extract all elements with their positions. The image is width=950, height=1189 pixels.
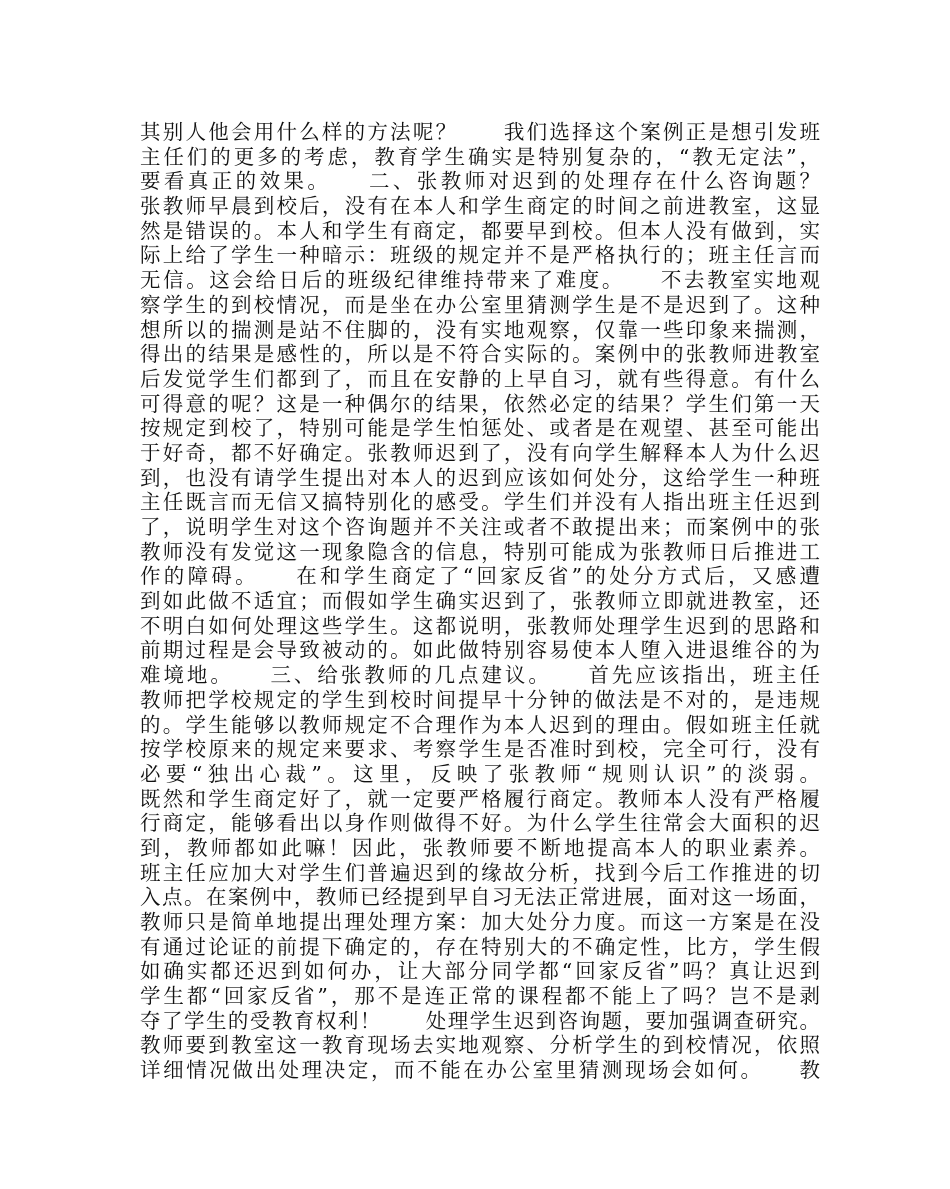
text-line: 按规定到校了，特别可能是学生怕惩处、或者是在观望、甚至可能出 xyxy=(140,416,820,441)
text-line: 到如此做不适宜；而假如学生确实迟到了，张教师立即就进教室，还 xyxy=(140,589,820,614)
text-line: 教师把学校规定的学生到校时间提早十分钟的做法是不对的，是违规 xyxy=(140,687,820,712)
text-line: 际上给了学生一种暗示：班级的规定并不是严格执行的；班主任言而 xyxy=(140,243,820,268)
text-line: 详细情况做出处理决定，而不能在办公室里猜测现场会如何。 教 xyxy=(140,1058,820,1083)
text-line: 张教师早晨到校后，没有在本人和学生商定的时间之前进教室，这显 xyxy=(140,194,820,219)
text-line: 必要“独出心裁”。这里，反映了张教师“规则认识”的淡弱。 xyxy=(140,761,820,786)
text-line: 了，说明学生对这个咨询题并不关注或者不敢提出来；而案例中的张 xyxy=(140,515,820,539)
text-line: 班主任应加大对学生们普遍迟到的缘故分析，找到今后工作推进的切 xyxy=(140,860,820,885)
text-line: 教师要到教室这一教育现场去实地观察、分析学生的到校情况，依照 xyxy=(140,1033,820,1058)
body-text xyxy=(140,120,820,1083)
text-line: 然是错误的。本人和学生有商定，都要早到校。但本人没有做到，实 xyxy=(140,218,820,243)
text-line: 按学校原来的规定来要求、考察学生是否准时到校，完全可行，没有 xyxy=(140,737,820,762)
text-line: 的。学生能够以教师规定不合理作为本人迟到的理由。假如班主任就 xyxy=(140,712,820,737)
text-line: 教师没有发觉这一现象隐含的信息，特别可能成为张教师日后推进工 xyxy=(140,539,820,564)
text-line: 于好奇，都不好确定。张教师迟到了，没有向学生解释本人为什么迟 xyxy=(140,440,820,465)
text-line: 作的障碍。 在和学生商定了“回家反省”的处分方式后，又感遭 xyxy=(140,564,820,589)
text-line: 行商定，能够看出以身作则做得不好。为什么学生往常会大面积的迟 xyxy=(140,811,820,836)
text-line: 学生都“回家反省”，那不是连正常的课程都不能上了吗？岂不是剥 xyxy=(140,984,820,1009)
text-line: 想所以的揣测是站不住脚的，没有实地观察，仅靠一些印象来揣测， xyxy=(140,317,820,342)
text-line: 有通过论证的前提下确定的，存在特别大的不确定性，比方，学生假 xyxy=(140,934,820,959)
text-line: 后发觉学生们都到了，而且在安静的上早自习，就有些得意。有什么 xyxy=(140,366,820,391)
text-line: 前期过程是会导致被动的。如此做特别容易使本人堕入进退维谷的为 xyxy=(140,638,820,663)
text-line: 教师只是简单地提出理处理方案：加大处分力度。而这一方案是在没 xyxy=(140,910,820,934)
text-line: 如确实都还迟到如何办，让大部分同学都“回家反省”吗？真让迟到 xyxy=(140,959,820,984)
text-line: 不明白如何处理这些学生。这都说明，张教师处理学生迟到的思路和 xyxy=(140,613,820,638)
text-line: 察学生的到校情况，而是坐在办公室里猜测学生是不是迟到了。这种 xyxy=(140,292,820,317)
text-line: 其别人他会用什么样的方法呢？ 我们选择这个案例正是想引发班 xyxy=(140,120,820,144)
text-line: 无信。这会给日后的班级纪律维持带来了难度。 不去教室实地观 xyxy=(140,268,820,293)
text-line: 入点。在案例中，教师已经提到早自习无法正常进展，面对这一场面， xyxy=(140,885,820,910)
text-line: 夺了学生的受教育权利！ 处理学生迟到咨询题，要加强调查研究。 xyxy=(140,1008,820,1033)
text-line: 主任们的更多的考虑，教育学生确实是特别复杂的，“教无定法”， xyxy=(140,144,820,169)
text-line: 得出的结果是感性的，所以是不符合实际的。案例中的张教师进教室 xyxy=(140,342,820,367)
text-line: 可得意的呢？这是一种偶尔的结果，依然必定的结果？学生们第一天 xyxy=(140,391,820,416)
text-line: 到，也没有请学生提出对本人的迟到应该如何处分，这给学生一种班 xyxy=(140,465,820,490)
text-line: 主任既言而无信又搞特别化的感受。学生们并没有人指出班主任迟到 xyxy=(140,490,820,515)
text-line: 既然和学生商定好了，就一定要严格履行商定。教师本人没有严格履 xyxy=(140,786,820,811)
text-line: 难境地。 三、给张教师的几点建议。 首先应该指出，班主任 xyxy=(140,663,820,688)
text-line: 要看真正的效果。 二、张教师对迟到的处理存在什么咨询题？ xyxy=(140,169,820,194)
text-line: 到，教师都如此嘛！因此，张教师要不断地提高本人的职业素养。 xyxy=(140,835,820,860)
